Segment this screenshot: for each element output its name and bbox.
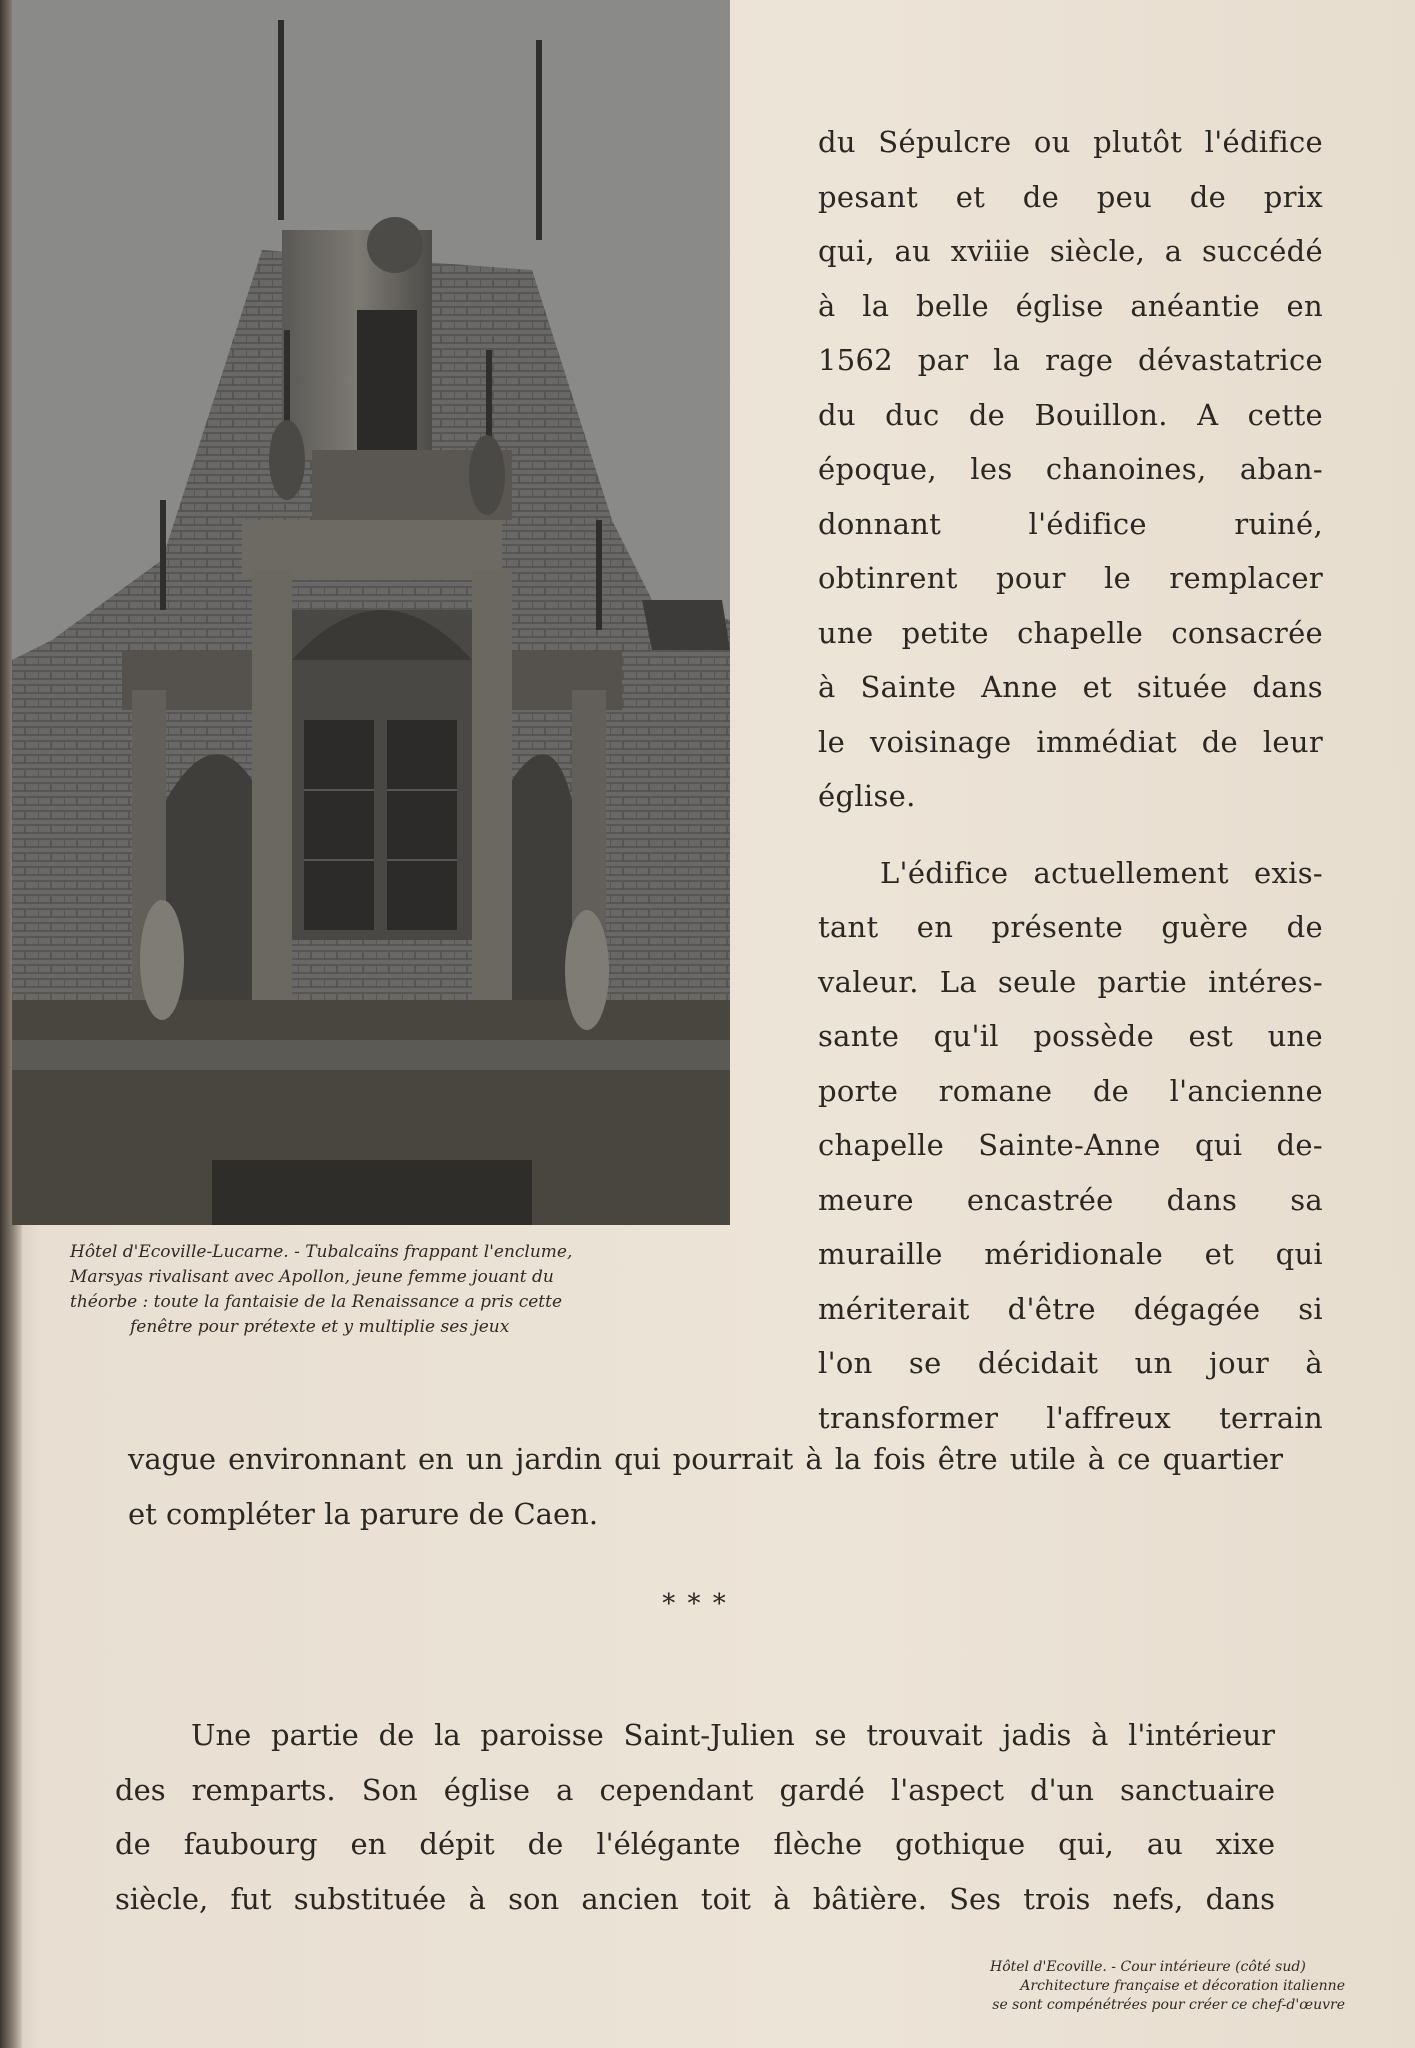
text-line: de faubourg en dépit de l'élégante flèche gothique qui, au xixe	[115, 1827, 1275, 1861]
text-line: 1562 par la rage dévastatrice	[818, 343, 1323, 377]
caption-line: Hôtel d'Ecoville-Lucarne. - Tubalcaïns frappant l'enclume,	[70, 1242, 573, 1262]
text-line: obtinrent pour le remplacer	[818, 561, 1323, 595]
text-line: du duc de Bouillon. A cette	[818, 397, 1323, 432]
text-line: chapelle Sainte-Anne qui de-	[818, 1128, 1323, 1162]
caption-line: fenêtre pour prétexte et y multiplie ses jeux	[130, 1317, 510, 1337]
photo-caption	[70, 1240, 615, 1340]
text-line: pesant et de peu de prix	[818, 179, 1323, 214]
text-line: église.	[818, 779, 916, 813]
full-width-paragraph-end	[128, 1432, 1283, 1541]
text-line: du Sépulcre ou plutôt l'édifice	[818, 125, 1323, 159]
text-line: à Sainte Anne et située dans	[818, 670, 1323, 704]
bottom-photo-caption	[990, 1958, 1345, 2015]
asterism: * * *	[662, 1589, 728, 1619]
saint-julien-paragraph	[115, 1708, 1275, 1926]
caption-line: se sont compénétrées pour créer ce chef-d'œuvre	[992, 1997, 1345, 2013]
text-line: qui, au xviiie siècle, a succédé	[818, 234, 1323, 268]
photo-hotel-decoville-lucarne	[12, 0, 730, 1225]
text-line: muraille méridionale et qui	[818, 1237, 1323, 1271]
text-line: vague environnant en un jardin qui pourrait à la fois être utile à ce quartier	[128, 1442, 1283, 1476]
text-line: meure encastrée dans sa	[818, 1182, 1323, 1217]
text-line: transformer l'affreux terrain	[818, 1400, 1323, 1435]
text-line: siècle, fut substituée à son ancien toit à bâtière. Ses trois nefs, dans	[115, 1881, 1275, 1916]
text-line: Une partie de la paroisse Saint-Julien se trouvait jadis à l'intérieur	[191, 1718, 1275, 1752]
text-line: porte romane de l'ancienne	[818, 1073, 1323, 1108]
caption-line: Hôtel d'Ecoville. - Cour intérieure (côté sud)	[990, 1959, 1306, 1975]
caption-line: Marsyas rivalisant avec Apollon, jeune femme jouant du	[70, 1267, 554, 1287]
text-line: une petite chapelle consacrée	[818, 615, 1323, 650]
text-line: des remparts. Son église a cependant gardé l'aspect d'un sanctuaire	[115, 1772, 1275, 1807]
text-line: et compléter la parure de Caen.	[128, 1496, 599, 1531]
text-line: donnant l'édifice ruiné,	[818, 506, 1323, 541]
lucarne-illustration	[12, 0, 730, 1225]
caption-line: Architecture française et décoration italienne	[1020, 1978, 1345, 1994]
text-line: valeur. La seule partie intéres-	[818, 964, 1323, 999]
text-line: mériterait d'être dégagée si	[818, 1291, 1323, 1326]
text-line: le voisinage immédiat de leur	[818, 724, 1323, 759]
text-line: sante qu'il possède est une	[818, 1019, 1323, 1053]
text-line: époque, les chanoines, aban-	[818, 452, 1323, 486]
text-line: tant en présente guère de	[818, 910, 1323, 944]
text-line: L'édifice actuellement exis-	[880, 855, 1323, 890]
asterism-separator	[660, 1589, 730, 1635]
text-line: l'on se décidait un jour à	[818, 1346, 1323, 1380]
text-line: à la belle église anéantie en	[818, 288, 1323, 323]
right-column-text	[818, 115, 1323, 1445]
caption-line: théorbe : toute la fantaisie de la Renaissance a pris cette	[70, 1292, 563, 1312]
